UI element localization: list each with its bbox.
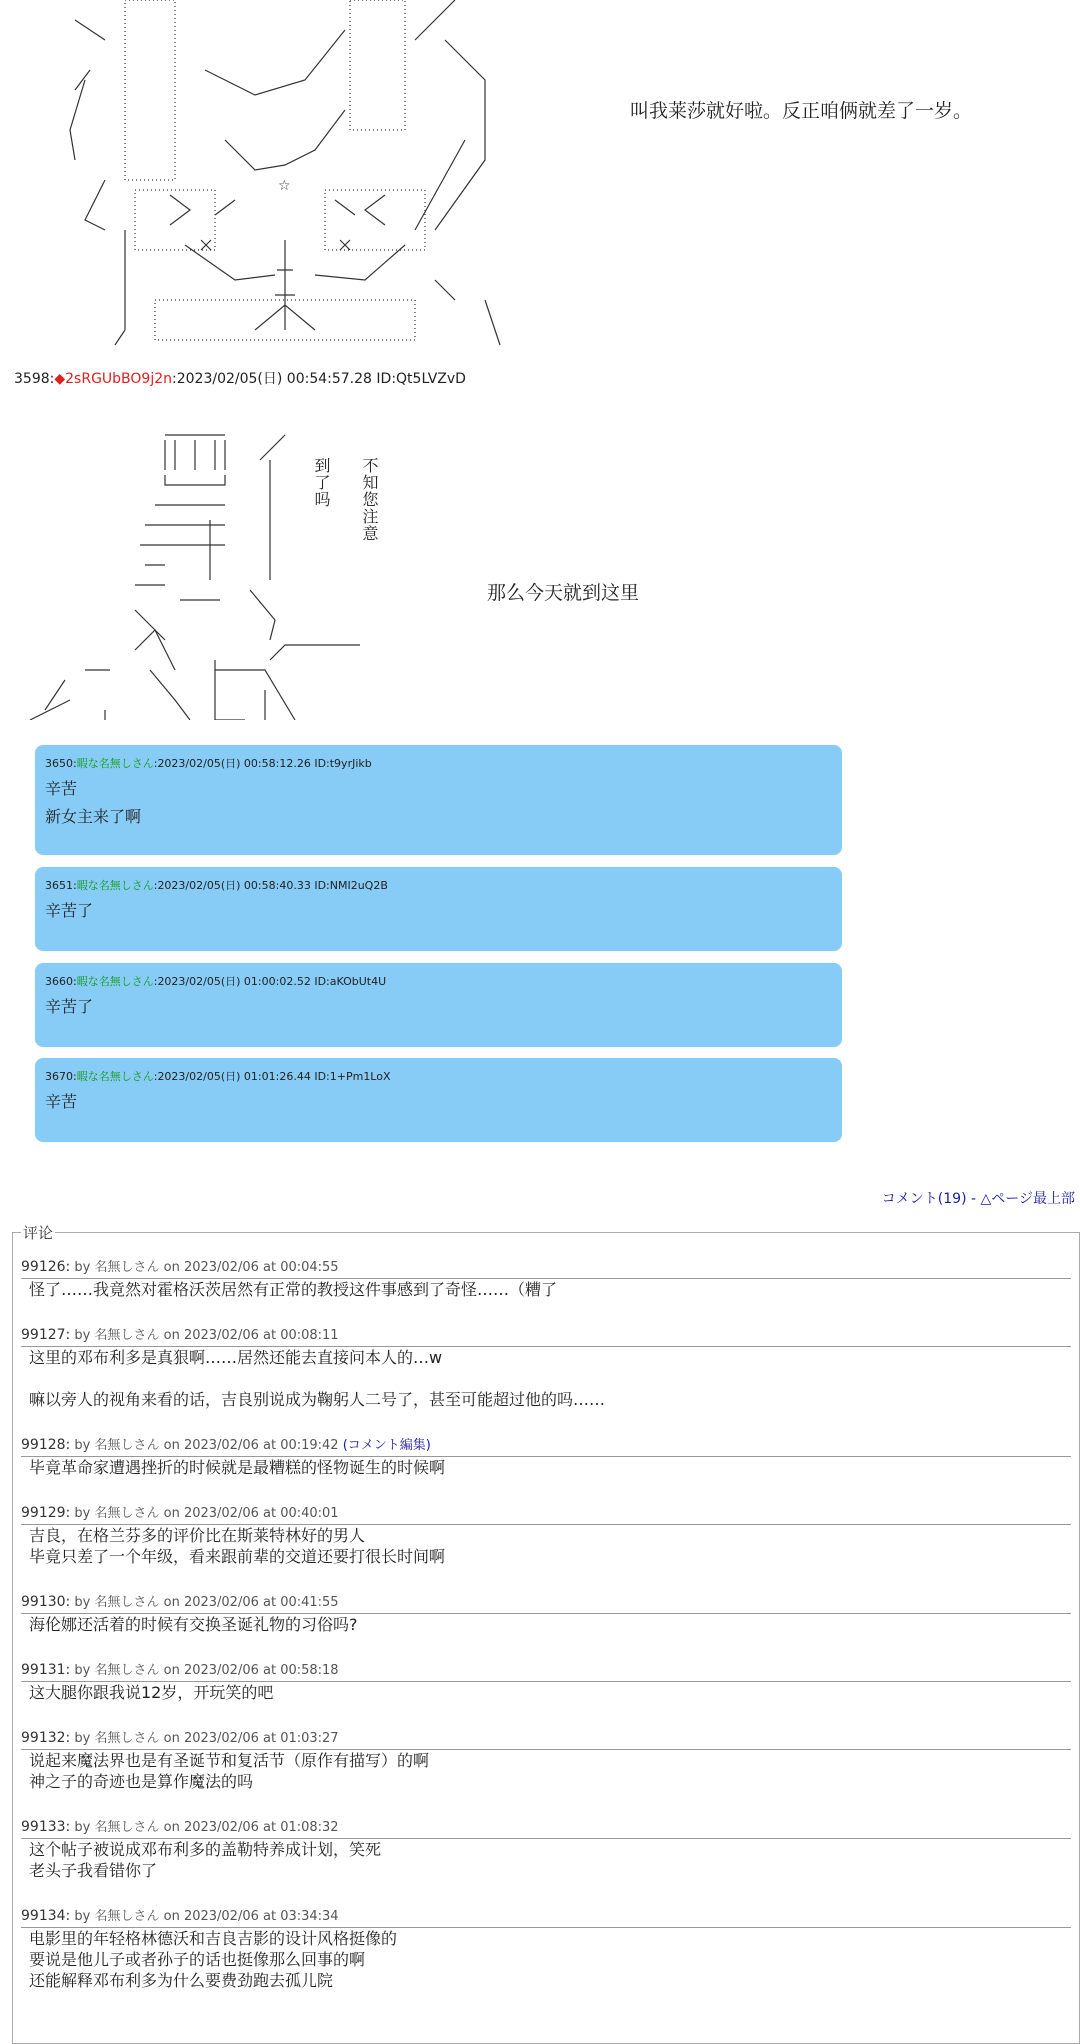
response-datetime: 2023/02/05(日) 00:58:12.26 <box>157 757 311 770</box>
response-number: 3670 <box>45 1070 73 1083</box>
response-name: 暇な名無しさん <box>76 879 154 892</box>
response-line: 辛苦了 <box>45 997 94 1016</box>
comment-header <box>21 1906 1071 1928</box>
response-datetime: 2023/02/05(日) 00:58:40.33 <box>157 879 311 892</box>
comment-meta: by 名無しさん on 2023/02/06 at 00:19:42 <box>74 1438 339 1453</box>
comment-line: 这里的邓布利多是真狠啊……居然还能去直接问本人的…w <box>29 1348 443 1367</box>
comment-item <box>21 1435 1071 1478</box>
comment-line: 老头子我看错你了 <box>29 1861 158 1880</box>
response-line: 辛苦 <box>45 779 78 798</box>
response-card <box>35 745 842 855</box>
trip-diamond-icon: ◆ <box>54 371 66 387</box>
speech-text: 叫我莱莎就好啦。反正咱俩就差了一岁。 <box>630 100 973 122</box>
comment-number: 99131: <box>21 1662 71 1678</box>
comment-line: 毕竟只差了一个年级，看来跟前辈的交道还要打很长时间啊 <box>29 1547 446 1566</box>
response-body <box>45 897 842 925</box>
ascii-art-illustration-1 <box>15 0 515 355</box>
comment-number: 99128: <box>21 1437 71 1453</box>
comment-line: 毕竟革命家遭遇挫折的时候就是最糟糕的怪物诞生的时候啊 <box>29 1458 446 1477</box>
speech-text-2: 那么今天就到这里 <box>487 582 640 604</box>
comment-number: 99134: <box>21 1908 71 1924</box>
response-id: ID:NMI2uQ2B <box>314 879 388 892</box>
post-id: ID:Qt5LVZvD <box>376 371 466 387</box>
post-number: 3598 <box>14 371 50 387</box>
response-body <box>45 993 842 1021</box>
comment-line: 还能解释邓布利多为什么要费劲跑去孤儿院 <box>29 1971 334 1990</box>
comment-header <box>21 1325 1071 1347</box>
response-datetime: 2023/02/05(日) 01:00:02.52 <box>157 975 311 988</box>
comments-link[interactable]: コメント(19) <box>881 1191 967 1207</box>
comment-number: 99126: <box>21 1259 71 1275</box>
comment-meta: by 名無しさん on 2023/02/06 at 00:41:55 <box>74 1595 339 1610</box>
comment-meta: by 名無しさん on 2023/02/06 at 03:34:34 <box>74 1909 339 1924</box>
comment-item <box>21 1257 1071 1300</box>
response-header: 3651:暇な名無しさん:2023/02/05(日) 00:58:40.33 ID:NMI2uQ2B <box>45 879 388 892</box>
comment-line: 电影里的年轻格林德沃和吉良吉影的设计风格挺像的 <box>29 1929 398 1948</box>
response-header: 3660:暇な名無しさん:2023/02/05(日) 01:00:02.52 ID:aKObUt4U <box>45 975 387 988</box>
comment-line: 神之子的奇迹也是算作魔法的吗 <box>29 1772 254 1791</box>
comment-header <box>21 1503 1071 1525</box>
poster-trip: 2sRGUbBO9j2n <box>65 371 173 387</box>
page-top-link[interactable]: △ページ最上部 <box>980 1191 1075 1207</box>
comments-legend: 评论 <box>23 1224 54 1242</box>
comment-number: 99129: <box>21 1505 71 1521</box>
response-number: 3660 <box>45 975 73 988</box>
comment-header <box>21 1817 1071 1839</box>
response-id: ID:1+Pm1LoX <box>314 1070 391 1083</box>
comment-line: 海伦娜还活着的时候有交换圣诞礼物的习俗吗? <box>29 1615 358 1634</box>
comment-item <box>21 1728 1071 1792</box>
response-id: ID:t9yrJikb <box>314 757 372 770</box>
response-line: 新女主来了啊 <box>45 807 142 826</box>
comment-meta: by 名無しさん on 2023/02/06 at 00:04:55 <box>74 1260 339 1275</box>
comment-meta: by 名無しさん on 2023/02/06 at 00:08:11 <box>74 1328 339 1343</box>
comment-item <box>21 1660 1071 1703</box>
comment-line: 怪了……我竟然对霍格沃茨居然有正常的教授这件事感到了奇怪……（糟了 <box>29 1280 558 1299</box>
edit-comment-link[interactable]: (コメント編集) <box>342 1438 431 1453</box>
comment-meta: by 名無しさん on 2023/02/06 at 01:03:27 <box>74 1731 339 1746</box>
svg-text:☆: ☆ <box>278 178 291 194</box>
comment-item <box>21 1592 1071 1635</box>
comment-header <box>21 1660 1071 1682</box>
comment-number: 99127: <box>21 1327 71 1343</box>
comment-line <box>21 1368 1071 1389</box>
response-name: 暇な名無しさん <box>76 975 154 988</box>
nav-separator: - <box>966 1191 981 1207</box>
comment-meta: by 名無しさん on 2023/02/06 at 00:58:18 <box>74 1663 339 1678</box>
response-card <box>35 867 842 951</box>
response-line: 辛苦 <box>45 1092 78 1111</box>
post-header: 3598:◆2sRGUbBO9j2n:2023/02/05(日) 00:54:57.28 ID:Qt5LVZvD <box>14 371 466 387</box>
response-card <box>35 1058 842 1142</box>
comment-number: 99130: <box>21 1594 71 1610</box>
response-body <box>45 775 842 831</box>
comment-header <box>21 1257 1071 1279</box>
response-line: 辛苦了 <box>45 901 94 920</box>
comment-line: 要说是他儿子或者孙子的话也挺像那么回事的啊 <box>29 1950 366 1969</box>
response-number: 3650 <box>45 757 73 770</box>
response-name: 暇な名無しさん <box>76 1070 154 1083</box>
response-body <box>45 1088 842 1116</box>
response-number: 3651 <box>45 879 73 892</box>
comment-line: 这个帖子被说成邓布利多的盖勒特养成计划，笑死 <box>29 1840 382 1859</box>
comment-item <box>21 1906 1071 1991</box>
comment-line: 说起来魔法界也是有圣诞节和复活节（原作有描写）的啊 <box>29 1751 430 1770</box>
vertical-speech-1: 到了吗 <box>312 457 331 508</box>
response-header: 3650:暇な名無しさん:2023/02/05(日) 00:58:12.26 ID:t9yrJikb <box>45 757 372 770</box>
response-card <box>35 963 842 1047</box>
comment-header <box>21 1592 1071 1614</box>
comment-list <box>21 1257 1071 1991</box>
response-datetime: 2023/02/05(日) 01:01:26.44 <box>157 1070 311 1083</box>
comment-nav <box>882 1188 1075 1208</box>
comment-header <box>21 1435 1071 1457</box>
comment-header <box>21 1728 1071 1750</box>
comment-item <box>21 1817 1071 1881</box>
comment-line: 吉良，在格兰芬多的评价比在斯莱特林好的男人 <box>29 1526 366 1545</box>
comments-section <box>12 1222 1080 2044</box>
comment-line: 嘛以旁人的视角来看的话，吉良别说成为鞠躬人二号了，甚至可能超过他的吗…… <box>29 1390 606 1409</box>
comment-item <box>21 1503 1071 1567</box>
response-id: ID:aKObUt4U <box>314 975 387 988</box>
post-datetime: 2023/02/05(日) 00:54:57.28 <box>176 371 372 387</box>
response-header: 3670:暇な名無しさん:2023/02/05(日) 01:01:26.44 ID:1+Pm1LoX <box>45 1070 391 1083</box>
comment-meta: by 名無しさん on 2023/02/06 at 01:08:32 <box>74 1820 339 1835</box>
comment-number: 99132: <box>21 1730 71 1746</box>
comment-item <box>21 1325 1071 1410</box>
response-name: 暇な名無しさん <box>76 757 154 770</box>
comment-line: 这大腿你跟我说12岁，开玩笑的吧 <box>29 1683 274 1702</box>
comment-number: 99133: <box>21 1819 71 1835</box>
comment-meta: by 名無しさん on 2023/02/06 at 00:40:01 <box>74 1506 339 1521</box>
vertical-speech-2: 不知您注意 <box>360 457 379 542</box>
